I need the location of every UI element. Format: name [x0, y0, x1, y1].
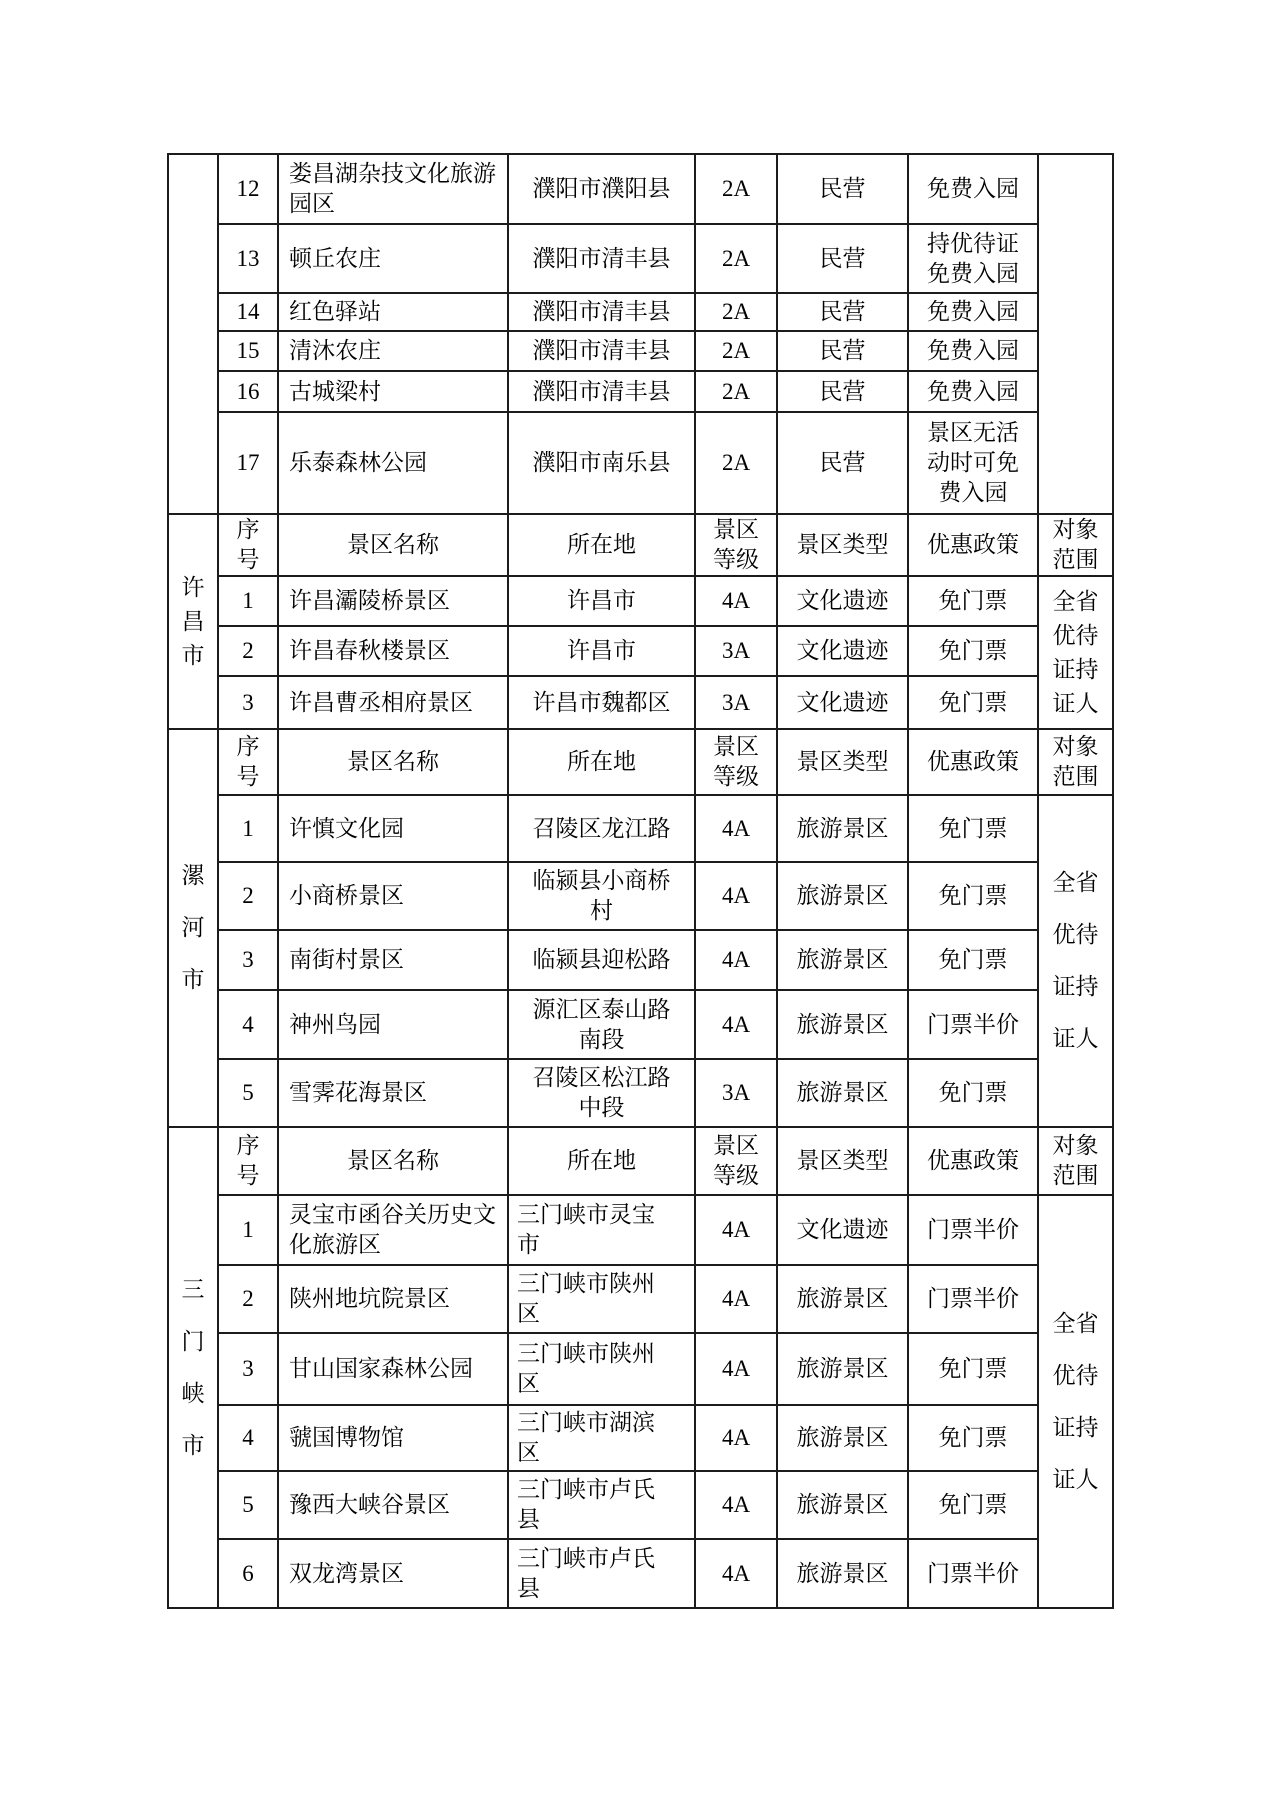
- section-header-row: [168, 729, 1113, 795]
- cell-name: 清沐农庄: [278, 331, 508, 371]
- cell-location: 濮阳市清丰县: [508, 371, 695, 412]
- cell-seq: 12: [218, 154, 278, 224]
- cell-location: 三门峡市卢氏县: [508, 1471, 695, 1539]
- cell-seq: 4: [218, 1405, 278, 1471]
- cell-level: 4A: [695, 1471, 777, 1539]
- column-header-name: 景区名称: [278, 1127, 508, 1195]
- cell-seq: 2: [218, 1265, 278, 1333]
- cell-type: 文化遗迹: [777, 1195, 908, 1265]
- cell-name: 虢国博物馆: [278, 1405, 508, 1471]
- cell-type: 民营: [777, 154, 908, 224]
- cell-level: 3A: [695, 1059, 777, 1127]
- cell-name: 神州鸟园: [278, 990, 508, 1059]
- cell-policy: 门票半价: [908, 990, 1038, 1059]
- cell-type: 旅游景区: [777, 930, 908, 990]
- cell-level: 2A: [695, 154, 777, 224]
- column-header-seq: 序号: [218, 1127, 278, 1195]
- cell-seq: 3: [218, 930, 278, 990]
- cell-seq: 5: [218, 1059, 278, 1127]
- cell-policy: 免门票: [908, 1405, 1038, 1471]
- cell-name: 顿丘农庄: [278, 224, 508, 293]
- column-header-policy: 优惠政策: [908, 729, 1038, 795]
- cell-type: 民营: [777, 331, 908, 371]
- cell-level: 2A: [695, 293, 777, 331]
- cell-seq: 2: [218, 862, 278, 930]
- column-header-scope: 对象范围: [1038, 514, 1113, 576]
- cell-policy: 免门票: [908, 862, 1038, 930]
- cell-location: 临颍县迎松路: [508, 930, 695, 990]
- cell-seq: 3: [218, 676, 278, 729]
- cell-type: 民营: [777, 224, 908, 293]
- table-row: [168, 1059, 1113, 1127]
- cell-location: 源汇区泰山路南段: [508, 990, 695, 1059]
- table-row: [168, 930, 1113, 990]
- cell-policy: 免门票: [908, 676, 1038, 729]
- cell-name: 豫西大峡谷景区: [278, 1471, 508, 1539]
- cell-seq: 6: [218, 1539, 278, 1608]
- cell-location: 许昌市: [508, 576, 695, 626]
- cell-name: 许昌春秋楼景区: [278, 626, 508, 676]
- cell-name: 红色驿站: [278, 293, 508, 331]
- cell-policy: 持优待证免费入园: [908, 224, 1038, 293]
- cell-policy: 免费入园: [908, 293, 1038, 331]
- cell-type: 文化遗迹: [777, 626, 908, 676]
- cell-seq: 2: [218, 626, 278, 676]
- cell-name: 小商桥景区: [278, 862, 508, 930]
- table-row: [168, 224, 1113, 293]
- scenic-area-table: [167, 153, 1114, 1609]
- cell-location: 濮阳市清丰县: [508, 331, 695, 371]
- cell-type: 旅游景区: [777, 1059, 908, 1127]
- cell-level: 4A: [695, 576, 777, 626]
- column-header-level: 景区等级: [695, 514, 777, 576]
- cell-level: 2A: [695, 371, 777, 412]
- scope-cell: 全省优待证持证人: [1038, 1195, 1113, 1608]
- cell-policy: 免费入园: [908, 154, 1038, 224]
- cell-seq: 3: [218, 1333, 278, 1405]
- cell-policy: 景区无活动时可免费入园: [908, 412, 1038, 514]
- city-label: [168, 154, 218, 514]
- table-body: [168, 154, 1113, 1608]
- cell-level: 2A: [695, 331, 777, 371]
- cell-type: 旅游景区: [777, 1333, 908, 1405]
- cell-location: 三门峡市卢氏县: [508, 1539, 695, 1608]
- cell-policy: 免门票: [908, 1333, 1038, 1405]
- table-row: [168, 293, 1113, 331]
- cell-level: 4A: [695, 1405, 777, 1471]
- cell-type: 旅游景区: [777, 862, 908, 930]
- column-header-policy: 优惠政策: [908, 514, 1038, 576]
- cell-type: 旅游景区: [777, 1539, 908, 1608]
- cell-type: 文化遗迹: [777, 676, 908, 729]
- table-row: [168, 154, 1113, 224]
- section-header-row: [168, 514, 1113, 576]
- cell-level: 4A: [695, 1265, 777, 1333]
- cell-type: 民营: [777, 412, 908, 514]
- table-row: [168, 331, 1113, 371]
- cell-name: 许昌曹丞相府景区: [278, 676, 508, 729]
- table-row: [168, 412, 1113, 514]
- column-header-location: 所在地: [508, 1127, 695, 1195]
- cell-policy: 免费入园: [908, 331, 1038, 371]
- scope-cell: [1038, 154, 1113, 514]
- cell-seq: 17: [218, 412, 278, 514]
- table-row: [168, 371, 1113, 412]
- cell-policy: 免门票: [908, 1059, 1038, 1127]
- cell-name: 许慎文化园: [278, 795, 508, 862]
- cell-name: 古城梁村: [278, 371, 508, 412]
- cell-type: 旅游景区: [777, 1471, 908, 1539]
- table-row: [168, 576, 1113, 626]
- cell-policy: 门票半价: [908, 1195, 1038, 1265]
- cell-level: 4A: [695, 1539, 777, 1608]
- cell-level: 2A: [695, 412, 777, 514]
- cell-type: 文化遗迹: [777, 576, 908, 626]
- column-header-type: 景区类型: [777, 514, 908, 576]
- cell-seq: 1: [218, 795, 278, 862]
- cell-location: 三门峡市湖滨区: [508, 1405, 695, 1471]
- cell-location: 三门峡市灵宝市: [508, 1195, 695, 1265]
- cell-location: 三门峡市陕州区: [508, 1333, 695, 1405]
- cell-name: 南街村景区: [278, 930, 508, 990]
- cell-seq: 1: [218, 576, 278, 626]
- table-row: [168, 862, 1113, 930]
- cell-seq: 13: [218, 224, 278, 293]
- cell-policy: 免门票: [908, 930, 1038, 990]
- cell-location: 濮阳市清丰县: [508, 293, 695, 331]
- column-header-seq: 序号: [218, 729, 278, 795]
- cell-level: 4A: [695, 990, 777, 1059]
- cell-name: 陕州地坑院景区: [278, 1265, 508, 1333]
- cell-level: 4A: [695, 1195, 777, 1265]
- cell-policy: 门票半价: [908, 1265, 1038, 1333]
- table-row: [168, 990, 1113, 1059]
- scope-cell: 全省优待证持证人: [1038, 795, 1113, 1127]
- column-header-name: 景区名称: [278, 729, 508, 795]
- cell-policy: 免门票: [908, 795, 1038, 862]
- cell-type: 旅游景区: [777, 795, 908, 862]
- cell-name: 乐泰森林公园: [278, 412, 508, 514]
- cell-type: 民营: [777, 371, 908, 412]
- cell-policy: 门票半价: [908, 1539, 1038, 1608]
- table-row: [168, 1471, 1113, 1539]
- cell-policy: 免门票: [908, 576, 1038, 626]
- city-label: 漯河市: [168, 729, 218, 1127]
- cell-level: 4A: [695, 930, 777, 990]
- cell-seq: 15: [218, 331, 278, 371]
- cell-level: 3A: [695, 676, 777, 729]
- column-header-scope: 对象范围: [1038, 1127, 1113, 1195]
- cell-policy: 免费入园: [908, 371, 1038, 412]
- cell-type: 旅游景区: [777, 1265, 908, 1333]
- cell-seq: 14: [218, 293, 278, 331]
- city-label: 许昌市: [168, 514, 218, 729]
- table-row: [168, 795, 1113, 862]
- column-header-level: 景区等级: [695, 729, 777, 795]
- cell-location: 濮阳市清丰县: [508, 224, 695, 293]
- table-row: [168, 1539, 1113, 1608]
- cell-seq: 1: [218, 1195, 278, 1265]
- column-header-policy: 优惠政策: [908, 1127, 1038, 1195]
- table-row: [168, 1195, 1113, 1265]
- column-header-location: 所在地: [508, 514, 695, 576]
- column-header-type: 景区类型: [777, 1127, 908, 1195]
- cell-name: 灵宝市函谷关历史文化旅游区: [278, 1195, 508, 1265]
- column-header-seq: 序号: [218, 514, 278, 576]
- table-row: [168, 1265, 1113, 1333]
- cell-name: 娄昌湖杂技文化旅游园区: [278, 154, 508, 224]
- column-header-name: 景区名称: [278, 514, 508, 576]
- section-header-row: [168, 1127, 1113, 1195]
- table-row: [168, 676, 1113, 729]
- cell-name: 甘山国家森林公园: [278, 1333, 508, 1405]
- cell-policy: 免门票: [908, 626, 1038, 676]
- column-header-scope: 对象范围: [1038, 729, 1113, 795]
- cell-level: 4A: [695, 1333, 777, 1405]
- cell-location: 召陵区松江路中段: [508, 1059, 695, 1127]
- cell-level: 4A: [695, 795, 777, 862]
- cell-name: 双龙湾景区: [278, 1539, 508, 1608]
- cell-type: 旅游景区: [777, 1405, 908, 1471]
- cell-location: 濮阳市南乐县: [508, 412, 695, 514]
- cell-type: 旅游景区: [777, 990, 908, 1059]
- cell-seq: 16: [218, 371, 278, 412]
- cell-name: 许昌灞陵桥景区: [278, 576, 508, 626]
- cell-location: 许昌市魏都区: [508, 676, 695, 729]
- table-row: [168, 626, 1113, 676]
- column-header-type: 景区类型: [777, 729, 908, 795]
- cell-level: 3A: [695, 626, 777, 676]
- cell-type: 民营: [777, 293, 908, 331]
- cell-location: 召陵区龙江路: [508, 795, 695, 862]
- table-row: [168, 1333, 1113, 1405]
- cell-name: 雪霁花海景区: [278, 1059, 508, 1127]
- cell-level: 4A: [695, 862, 777, 930]
- cell-level: 2A: [695, 224, 777, 293]
- cell-location: 濮阳市濮阳县: [508, 154, 695, 224]
- cell-seq: 4: [218, 990, 278, 1059]
- city-label: 三门峡市: [168, 1127, 218, 1608]
- column-header-location: 所在地: [508, 729, 695, 795]
- table-row: [168, 1405, 1113, 1471]
- scope-cell: 全省优待证持证人: [1038, 576, 1113, 729]
- cell-seq: 5: [218, 1471, 278, 1539]
- cell-policy: 免门票: [908, 1471, 1038, 1539]
- cell-location: 许昌市: [508, 626, 695, 676]
- cell-location: 三门峡市陕州区: [508, 1265, 695, 1333]
- column-header-level: 景区等级: [695, 1127, 777, 1195]
- cell-location: 临颍县小商桥村: [508, 862, 695, 930]
